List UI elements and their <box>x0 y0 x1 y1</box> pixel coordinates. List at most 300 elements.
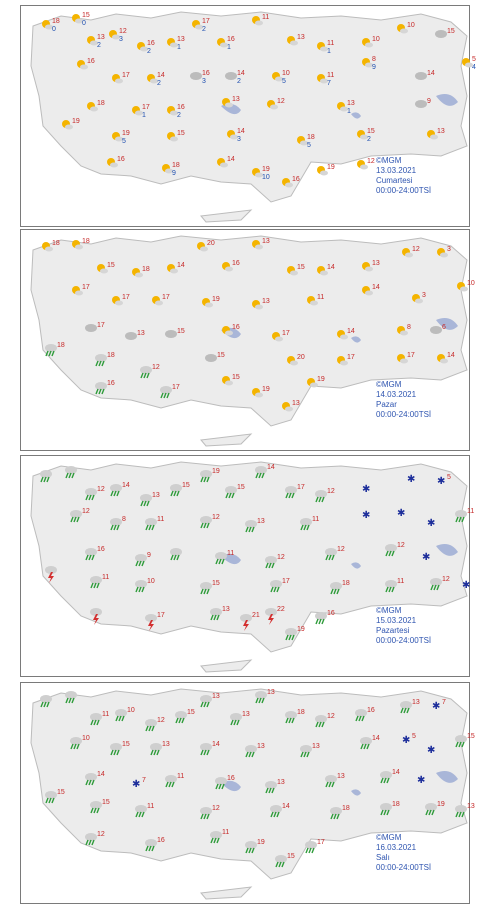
rain-cloud-icon <box>85 488 97 496</box>
max-temp-label: 14 <box>372 735 380 742</box>
rain-cloud-icon <box>45 344 57 352</box>
max-temp-label: 13 <box>277 779 285 786</box>
max-temp-label: 15 <box>217 352 225 359</box>
max-temp-label: 10 <box>147 578 155 585</box>
map-credit <box>376 833 431 873</box>
cloud-icon <box>170 269 178 274</box>
max-temp-label: 17 <box>317 839 325 846</box>
max-temp-label: 11 <box>102 574 110 581</box>
cloud-icon <box>200 247 208 252</box>
max-temp-label: 16 <box>327 610 335 617</box>
min-temp-label: 3 <box>202 78 206 85</box>
max-temp-label: 13 <box>222 606 230 613</box>
rain-cloud-icon <box>315 490 327 498</box>
rain-cloud-icon <box>90 801 102 809</box>
max-temp-label: 12 <box>277 554 285 561</box>
min-temp-label: 9 <box>172 170 176 177</box>
cloud-icon <box>270 105 278 110</box>
rain-cloud-icon <box>65 466 77 474</box>
max-temp-label: 19 <box>72 118 80 125</box>
cloud-icon <box>190 72 202 80</box>
max-temp-label: 14 <box>237 128 245 135</box>
rain-cloud-icon <box>380 803 392 811</box>
forecast-map-panel-15-03 <box>20 455 475 677</box>
rain-cloud-icon <box>265 556 277 564</box>
max-temp-label: 15 <box>57 789 65 796</box>
max-temp-label: 3 <box>422 292 426 299</box>
max-temp-label: 16 <box>147 40 155 47</box>
min-temp-label: 1 <box>142 112 146 119</box>
rain-cloud-icon <box>215 552 227 560</box>
cloud-icon <box>225 331 233 336</box>
max-temp-label: 11 <box>317 294 325 301</box>
forecast-weekday: Cumartesi <box>376 176 413 185</box>
cloud-icon <box>165 330 177 338</box>
rain-cloud-icon <box>170 484 182 492</box>
rain-drop <box>316 619 318 624</box>
cloud-icon <box>125 332 137 340</box>
max-temp-label: 15 <box>232 374 240 381</box>
max-temp-label: 13 <box>162 741 170 748</box>
cloud-icon <box>290 41 298 46</box>
cloud-icon <box>220 163 228 168</box>
cloud-icon <box>400 331 408 336</box>
max-temp-label: 20 <box>207 240 215 247</box>
min-temp-label: 2 <box>237 78 241 85</box>
max-temp-label: 12 <box>327 488 335 495</box>
forecast-weekday: Pazartesi <box>376 626 410 635</box>
max-temp-label: 18 <box>307 134 315 141</box>
snow-icon: ✱ <box>362 510 371 521</box>
station-marker <box>427 518 435 529</box>
max-temp-label: 19 <box>212 296 220 303</box>
rain-cloud-icon <box>95 354 107 362</box>
min-temp-label: 2 <box>97 42 101 49</box>
station-marker <box>417 775 425 786</box>
max-temp-label: 15 <box>177 328 185 335</box>
max-temp-label: 17 <box>82 284 90 291</box>
min-temp-label: 3 <box>119 36 123 43</box>
station-marker <box>397 508 405 519</box>
max-temp-label: 16 <box>97 546 105 553</box>
max-temp-label: 12 <box>277 98 285 105</box>
cloud-icon <box>225 72 237 80</box>
max-temp-label: 15 <box>107 262 115 269</box>
min-temp-label: 4 <box>472 64 476 71</box>
max-temp-label: 14 <box>157 72 165 79</box>
rain-cloud-icon <box>315 612 327 620</box>
max-temp-label: 11 <box>102 711 110 718</box>
rain-cloud-icon <box>140 494 152 502</box>
forecast-date: 16.03.2021 <box>376 843 417 852</box>
max-temp-label: 10 <box>282 70 290 77</box>
max-temp-label: 17 <box>407 352 415 359</box>
cloud-icon <box>225 103 233 108</box>
cloud-icon <box>45 247 53 252</box>
rain-cloud-icon <box>385 544 397 552</box>
max-temp-label: 10 <box>467 280 475 287</box>
station-marker <box>462 56 476 71</box>
forecast-period: 00:00-24:00TSİ <box>376 636 432 645</box>
cloud-icon <box>135 273 143 278</box>
max-temp-label: 5 <box>447 474 451 481</box>
max-temp-label: 11 <box>147 803 155 810</box>
max-temp-label: 13 <box>152 492 160 499</box>
cloud-icon <box>155 301 163 306</box>
snow-icon: ✱ <box>422 552 431 563</box>
min-temp-label: 1 <box>347 108 351 115</box>
snow-icon: ✱ <box>417 775 426 786</box>
max-temp-label: 17 <box>202 18 210 25</box>
rain-cloud-icon <box>160 386 172 394</box>
max-temp-label: 13 <box>372 260 380 267</box>
rain-cloud-icon <box>355 709 367 717</box>
max-temp-label: 15 <box>287 853 295 860</box>
forecast-map-panel-14-03 <box>20 229 475 451</box>
max-temp-label: 18 <box>97 100 105 107</box>
max-temp-label: 9 <box>427 98 431 105</box>
max-temp-label: 14 <box>122 482 130 489</box>
rain-cloud-icon <box>70 737 82 745</box>
min-temp-label: 2 <box>147 48 151 55</box>
cloud-icon <box>225 381 233 386</box>
station-marker <box>357 158 375 170</box>
rain-cloud-icon <box>150 743 162 751</box>
cloud-icon <box>255 21 263 26</box>
max-temp-label: 12 <box>82 508 90 515</box>
station-marker <box>427 745 435 756</box>
rain-cloud-icon <box>285 486 297 494</box>
min-temp-label: 10 <box>262 174 270 181</box>
max-temp-label: 13 <box>412 699 420 706</box>
credit-label: ©MGM <box>376 380 402 389</box>
min-temp-label: 1 <box>327 48 331 55</box>
max-temp-label: 15 <box>367 128 375 135</box>
rain-cloud-icon <box>265 781 277 789</box>
cloud-icon <box>290 271 298 276</box>
rain-cloud-icon <box>315 715 327 723</box>
cloud-icon <box>205 354 217 362</box>
rain-cloud-icon <box>175 711 187 719</box>
rain-cloud-icon <box>145 839 157 847</box>
rain-cloud-icon <box>200 807 212 815</box>
max-temp-label: 8 <box>122 516 126 523</box>
rain-cloud-icon <box>305 841 317 849</box>
max-temp-label: 11 <box>262 14 270 21</box>
max-temp-label: 17 <box>282 578 290 585</box>
max-temp-label: 16 <box>232 260 240 267</box>
max-temp-label: 15 <box>212 580 220 587</box>
cyprus-outline <box>201 434 251 446</box>
max-temp-label: 14 <box>267 464 275 471</box>
max-temp-label: 12 <box>97 831 105 838</box>
forecast-weekday: Salı <box>376 853 390 862</box>
max-temp-label: 11 <box>467 508 475 515</box>
max-temp-label: 13 <box>267 689 275 696</box>
cloud-icon <box>225 267 233 272</box>
snow-icon: ✱ <box>427 518 436 529</box>
max-temp-label: 18 <box>107 352 115 359</box>
max-temp-label: 18 <box>142 266 150 273</box>
rain-cloud-icon <box>225 486 237 494</box>
max-temp-label: 11 <box>397 578 405 585</box>
forecast-period: 00:00-24:00TSİ <box>376 186 432 195</box>
snow-icon: ✱ <box>132 779 141 790</box>
cloud-icon <box>400 359 408 364</box>
max-temp-label: 18 <box>342 580 350 587</box>
max-temp-label: 10 <box>82 735 90 742</box>
max-temp-label: 13 <box>262 238 270 245</box>
max-temp-label: 12 <box>212 514 220 521</box>
max-temp-label: 19 <box>437 801 445 808</box>
max-temp-label: 12 <box>119 28 127 35</box>
max-temp-label: 16 <box>227 775 235 782</box>
max-temp-label: 11 <box>157 516 165 523</box>
max-temp-label: 13 <box>297 34 305 41</box>
max-temp-label: 16 <box>292 176 300 183</box>
rain-cloud-icon <box>330 582 342 590</box>
max-temp-label: 8 <box>407 324 411 331</box>
cloud-icon <box>310 301 318 306</box>
cloud-icon <box>365 267 373 272</box>
max-temp-label: 5 <box>472 56 476 63</box>
max-temp-label: 14 <box>212 741 220 748</box>
min-temp-label: 5 <box>122 138 126 145</box>
rain-cloud-icon <box>385 580 397 588</box>
max-temp-label: 16 <box>107 380 115 387</box>
max-temp-label: 15 <box>447 28 455 35</box>
rain-cloud-icon <box>325 775 337 783</box>
forecast-period: 00:00-24:00TSİ <box>376 410 432 419</box>
cloud-icon <box>340 335 348 340</box>
cloud-icon <box>365 291 373 296</box>
max-temp-label: 12 <box>442 576 450 583</box>
cloud-icon <box>285 407 293 412</box>
rain-cloud-icon <box>145 518 157 526</box>
rain-cloud-icon <box>165 775 177 783</box>
max-temp-label: 13 <box>292 400 300 407</box>
min-temp-label: 5 <box>282 78 286 85</box>
max-temp-label: 13 <box>257 518 265 525</box>
rain-cloud-icon <box>270 805 282 813</box>
snow-icon: ✱ <box>407 474 416 485</box>
max-temp-label: 19 <box>297 626 305 633</box>
rain-cloud-icon <box>245 841 257 849</box>
rain-cloud-icon <box>85 548 97 556</box>
max-temp-label: 14 <box>447 352 455 359</box>
rain-cloud-icon <box>110 518 122 526</box>
snow-icon: ✱ <box>427 745 436 756</box>
max-temp-label: 19 <box>122 130 130 137</box>
rain-cloud-icon <box>115 709 127 717</box>
cloud-icon <box>415 100 427 108</box>
rain-cloud-icon <box>40 695 52 703</box>
cloud-icon <box>285 183 293 188</box>
max-temp-label: 15 <box>182 482 190 489</box>
rain-cloud-icon <box>245 520 257 528</box>
station-marker <box>422 552 430 563</box>
rain-cloud-icon <box>200 582 212 590</box>
cloud-icon <box>110 163 118 168</box>
map-credit <box>376 156 431 196</box>
cloud-icon <box>115 301 123 306</box>
min-temp-label: 9 <box>372 64 376 71</box>
max-temp-label: 17 <box>347 354 355 361</box>
max-temp-label: 12 <box>152 364 160 371</box>
cloud-icon <box>365 43 373 48</box>
rain-cloud-icon <box>215 777 227 785</box>
max-temp-label: 16 <box>157 837 165 844</box>
max-temp-label: 11 <box>312 516 320 523</box>
station-marker <box>362 510 370 521</box>
cloud-icon <box>460 287 468 292</box>
max-temp-label: 20 <box>297 354 305 361</box>
rain-cloud-icon <box>200 743 212 751</box>
forecast-date: 13.03.2021 <box>376 166 417 175</box>
max-temp-label: 16 <box>117 156 125 163</box>
rain-cloud-icon <box>200 516 212 524</box>
rain-cloud-icon <box>90 576 102 584</box>
max-temp-label: 10 <box>407 22 415 29</box>
cyprus-outline <box>201 660 251 672</box>
cloud-icon <box>400 29 408 34</box>
max-temp-label: 12 <box>337 546 345 553</box>
max-temp-label: 17 <box>122 294 130 301</box>
rain-cloud-icon <box>455 510 467 518</box>
rain-cloud-icon <box>200 470 212 478</box>
max-temp-label: 13 <box>347 100 355 107</box>
max-temp-label: 17 <box>162 294 170 301</box>
max-temp-label: 6 <box>442 324 446 331</box>
rain-cloud-icon <box>285 711 297 719</box>
rain-cloud-icon <box>255 466 267 474</box>
min-temp-label: 3 <box>237 136 241 143</box>
rain-cloud-icon <box>110 484 122 492</box>
max-temp-label: 17 <box>297 484 305 491</box>
cloud-icon <box>440 253 448 258</box>
cloud-icon <box>255 393 263 398</box>
rain-cloud-icon <box>210 608 222 616</box>
max-temp-label: 22 <box>277 606 285 613</box>
rain-cloud-icon <box>85 773 97 781</box>
rain-cloud-icon <box>200 695 212 703</box>
cloud-icon <box>430 135 438 140</box>
rain-cloud-icon <box>380 771 392 779</box>
max-temp-label: 5 <box>412 733 416 740</box>
forecast-period: 00:00-24:00TSİ <box>376 863 432 872</box>
cloud-icon <box>75 291 83 296</box>
cloud-icon <box>85 324 97 332</box>
max-temp-label: 15 <box>237 484 245 491</box>
snow-icon: ✱ <box>432 701 441 712</box>
max-temp-label: 10 <box>127 707 135 714</box>
station-marker <box>317 164 335 176</box>
min-temp-label: 2 <box>367 136 371 143</box>
min-temp-label: 2 <box>202 26 206 33</box>
max-temp-label: 10 <box>372 36 380 43</box>
cloud-icon <box>340 361 348 366</box>
max-temp-label: 11 <box>177 773 185 780</box>
max-temp-label: 14 <box>392 769 400 776</box>
max-temp-label: 18 <box>392 801 400 808</box>
max-temp-label: 13 <box>257 743 265 750</box>
max-temp-label: 14 <box>97 771 105 778</box>
rain-cloud-icon <box>325 548 337 556</box>
cloud-icon <box>320 171 328 176</box>
cloud-icon <box>320 271 328 276</box>
max-temp-label: 14 <box>227 156 235 163</box>
max-temp-label: 3 <box>447 246 451 253</box>
rain-cloud-icon <box>85 833 97 841</box>
cloud-icon <box>440 359 448 364</box>
cloud-icon <box>255 245 263 250</box>
max-temp-label: 21 <box>252 612 260 619</box>
rain-cloud-icon <box>330 807 342 815</box>
max-temp-label: 12 <box>157 717 165 724</box>
max-temp-label: 13 <box>337 773 345 780</box>
max-temp-label: 7 <box>442 699 446 706</box>
max-temp-label: 13 <box>262 298 270 305</box>
max-temp-label: 11 <box>222 829 230 836</box>
map-credit <box>376 606 431 646</box>
rain-cloud-icon <box>430 578 442 586</box>
cloud-icon <box>415 299 423 304</box>
min-temp-label: 5 <box>307 142 311 149</box>
max-temp-label: 16 <box>177 104 185 111</box>
max-temp-label: 16 <box>227 36 235 43</box>
max-temp-label: 8 <box>372 56 376 63</box>
rain-cloud-icon <box>135 554 147 562</box>
rain-cloud-icon <box>135 805 147 813</box>
max-temp-label: 14 <box>372 284 380 291</box>
max-temp-label: 11 <box>327 72 335 79</box>
max-temp-label: 12 <box>212 805 220 812</box>
station-marker <box>462 580 470 591</box>
max-temp-label: 18 <box>297 709 305 716</box>
max-temp-label: 15 <box>102 799 110 806</box>
cloud-icon <box>170 137 178 142</box>
min-temp-label: 1 <box>227 44 231 51</box>
max-temp-label: 7 <box>142 777 146 784</box>
snow-icon: ✱ <box>462 580 471 591</box>
max-temp-label: 13 <box>212 693 220 700</box>
rain-cloud-icon <box>65 691 77 699</box>
max-temp-label: 13 <box>177 36 185 43</box>
min-temp-label: 7 <box>327 80 331 87</box>
cloud-icon <box>310 383 318 388</box>
max-temp-label: 19 <box>212 468 220 475</box>
forecast-map-panel-13-03 <box>20 5 476 227</box>
station-marker <box>362 484 370 495</box>
rain-cloud-icon <box>255 691 267 699</box>
max-temp-label: 14 <box>237 70 245 77</box>
cloud-icon <box>405 253 413 258</box>
rain-cloud-icon <box>110 743 122 751</box>
rain-cloud-icon <box>285 628 297 636</box>
rain-cloud-icon <box>90 713 102 721</box>
max-temp-label: 12 <box>397 542 405 549</box>
snow-icon: ✱ <box>362 484 371 495</box>
snow-icon: ✱ <box>402 735 411 746</box>
max-temp-label: 11 <box>227 550 235 557</box>
rain-cloud-icon <box>275 855 287 863</box>
cyprus-outline <box>201 210 251 222</box>
max-temp-label: 18 <box>172 162 180 169</box>
max-temp-label: 18 <box>342 805 350 812</box>
max-temp-label: 13 <box>467 803 475 810</box>
rain-cloud-icon <box>270 580 282 588</box>
cloud-icon <box>205 303 213 308</box>
